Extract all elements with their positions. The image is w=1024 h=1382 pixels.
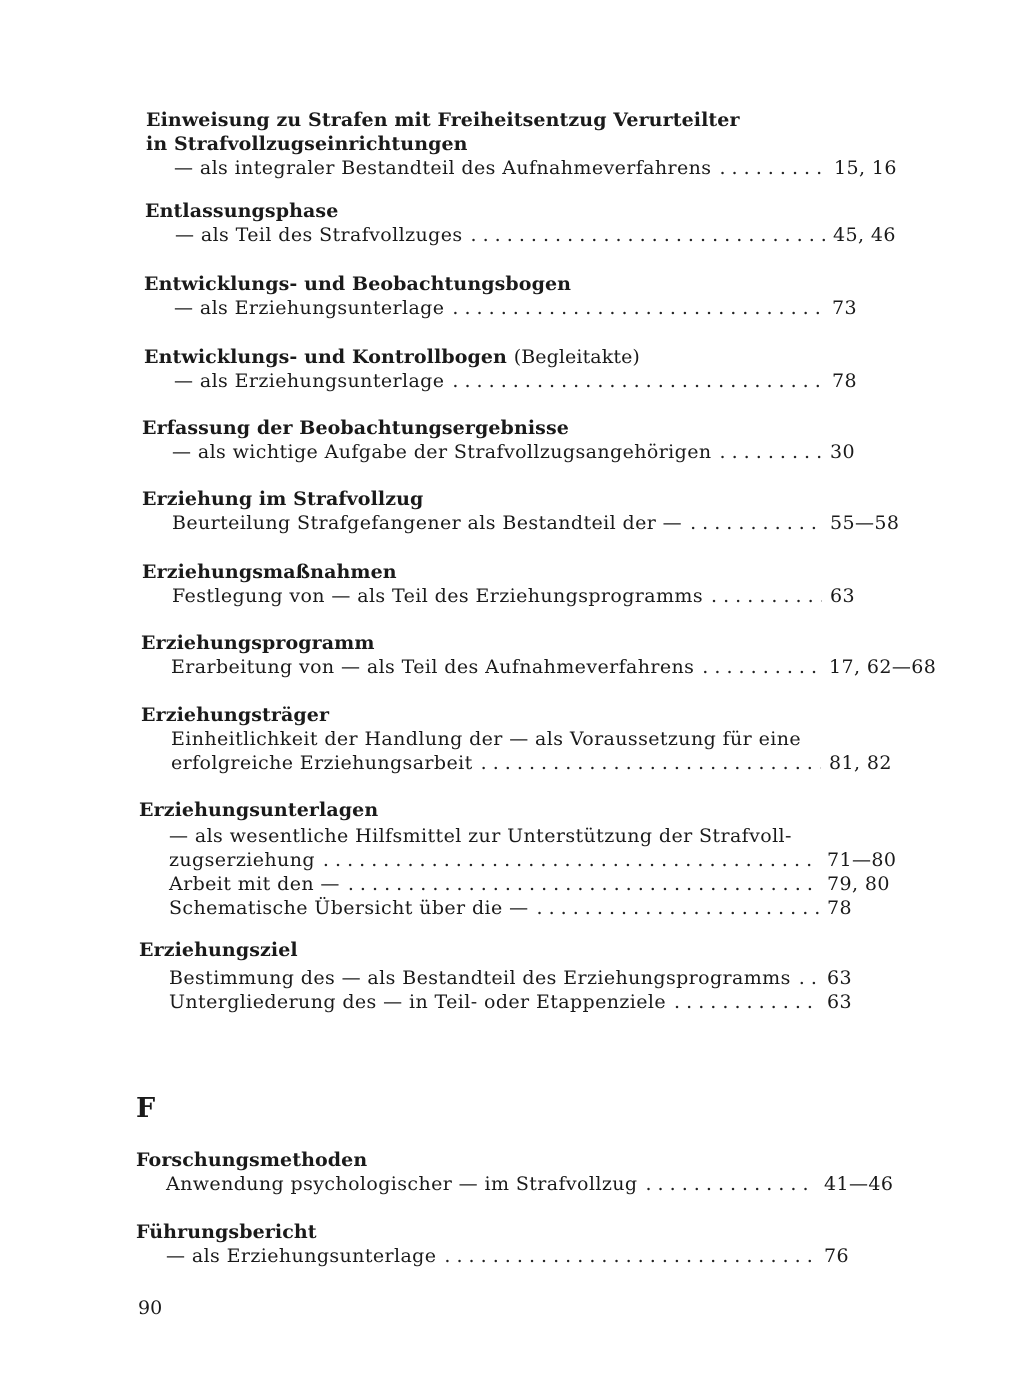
subline-text: Beurteilung Strafgefangener als Bestandteil der — [172,512,683,534]
subline-text: — als Teil des Strafvollzuges [175,224,463,246]
entry-heading: Erziehungsmaßnahmen [142,561,397,583]
subline-text: Untergliederung des — in Teil- oder Etappenziele [169,991,667,1013]
entry-heading: Entwicklungs- und Beobachtungsbogen [144,273,572,295]
index-entry [144,272,904,320]
entry-subline [139,872,899,896]
leader-dots [323,848,819,872]
page-reference: 76 [824,1245,849,1267]
page-reference: 71—80 [827,849,897,871]
leader-dots [452,369,824,393]
page-reference: 63 [827,991,852,1013]
index-entry [142,416,902,464]
subline-text: Erarbeitung von — als Teil des Aufnahmeverfahrens [171,656,695,678]
leader-dots [471,223,826,247]
index-entry [141,631,937,679]
leader-dots [690,511,822,535]
entry-heading: Führungsbericht [136,1221,317,1243]
leader-dots [348,872,819,896]
leader-dots [536,896,819,920]
index-entry [139,798,899,920]
entry-subline [146,156,906,180]
entry-subline [144,369,904,393]
entry-subline [144,296,904,320]
index-entry [146,108,906,180]
index-entry [139,938,899,1014]
page-reference: 55—58 [830,512,900,534]
entry-subline [142,440,902,464]
index-entry [136,1220,896,1268]
subline-text: — als Erziehungsunterlage [166,1245,437,1267]
page-number: 90 [138,1297,163,1319]
entry-heading: Einweisung zu Strafen mit Freiheitsentzug Verurteilter [146,109,740,131]
entry-heading-suffix: (Begleitakte) [513,346,640,368]
entry-subline [139,848,899,872]
page-reference: 73 [832,297,857,319]
entry-heading [144,345,904,369]
entry-heading: Erziehungsprogramm [141,632,375,654]
page-reference: 78 [827,897,852,919]
leader-dots [645,1172,816,1196]
page-reference: 15, 16 [834,157,897,179]
entry-subline [141,751,901,775]
leader-dots [702,655,821,679]
entry-subline [136,1244,896,1268]
entry-heading: Erziehungsziel [139,939,298,961]
entry-subline [142,511,902,535]
entry-subline [136,1172,896,1196]
entry-heading: Entlassungsphase [145,200,339,222]
entry-subline [145,223,905,247]
page-reference: 45, 46 [833,224,896,246]
index-entry [144,345,904,393]
page-reference: 63 [830,585,855,607]
entry-heading: Erfassung der Beobachtungsergebnisse [142,417,569,439]
leader-dots [452,296,824,320]
entry-heading: Erziehungsunterlagen [139,799,379,821]
page-reference: 79, 80 [827,873,890,895]
subline-text: erfolgreiche Erziehungsarbeit [171,752,473,774]
subline-text: Festlegung von — als Teil des Erziehungsprogramms [172,585,703,607]
index-entry [136,1148,896,1196]
entry-subline [141,655,937,679]
index-entry [142,560,902,608]
leader-dots [711,584,822,608]
subline-text: — als integraler Bestandteil des Aufnahmeverfahrens [174,157,712,179]
entry-heading-text: Entwicklungs- und Kontrollbogen [144,346,507,368]
subline-text: Anwendung psychologischer — im Strafvollzug [166,1173,638,1195]
page-reference: 30 [830,441,855,463]
section-letter: F [136,1093,156,1124]
subline-text: — als wichtige Aufgabe der Strafvollzugsangehörigen [172,441,712,463]
leader-dots [674,990,819,1014]
entry-subline-first: — als wesentliche Hilfsmittel zur Unterstützung der Strafvoll- [169,825,792,847]
entry-subline [139,990,899,1014]
page-reference: 63 [827,967,852,989]
subline-text: zugserziehung [169,849,315,871]
index-entry [142,487,902,535]
entry-heading: Forschungsmethoden [136,1149,368,1171]
subline-text: Arbeit mit den — [169,873,340,895]
subline-text: Bestimmung des — als Bestandteil des Erziehungsprogramms [169,967,791,989]
entry-heading-continued: in Strafvollzugseinrichtungen [146,133,468,155]
entry-heading: Erziehung im Strafvollzug [142,488,424,510]
entry-subline-first: Einheitlichkeit der Handlung der — als Voraussetzung für eine [171,728,801,750]
leader-dots [720,440,823,464]
page-reference: 78 [832,370,857,392]
page-reference: 41—46 [824,1173,894,1195]
entry-heading: Erziehungsträger [141,704,330,726]
entry-subline [139,896,899,920]
index-entry [141,703,901,775]
leader-dots [481,751,821,775]
entry-subline [139,966,899,990]
entry-subline [142,584,902,608]
subline-text: — als Erziehungsunterlage [174,297,445,319]
leader-dots [444,1244,816,1268]
subline-text: Schematische Übersicht über die — [169,897,529,919]
page-reference: 17, 62—68 [829,656,937,678]
index-entry [145,199,905,247]
subline-text: — als Erziehungsunterlage [174,370,445,392]
leader-dots [719,156,826,180]
leader-dots [799,966,819,990]
page-reference: 81, 82 [829,752,892,774]
